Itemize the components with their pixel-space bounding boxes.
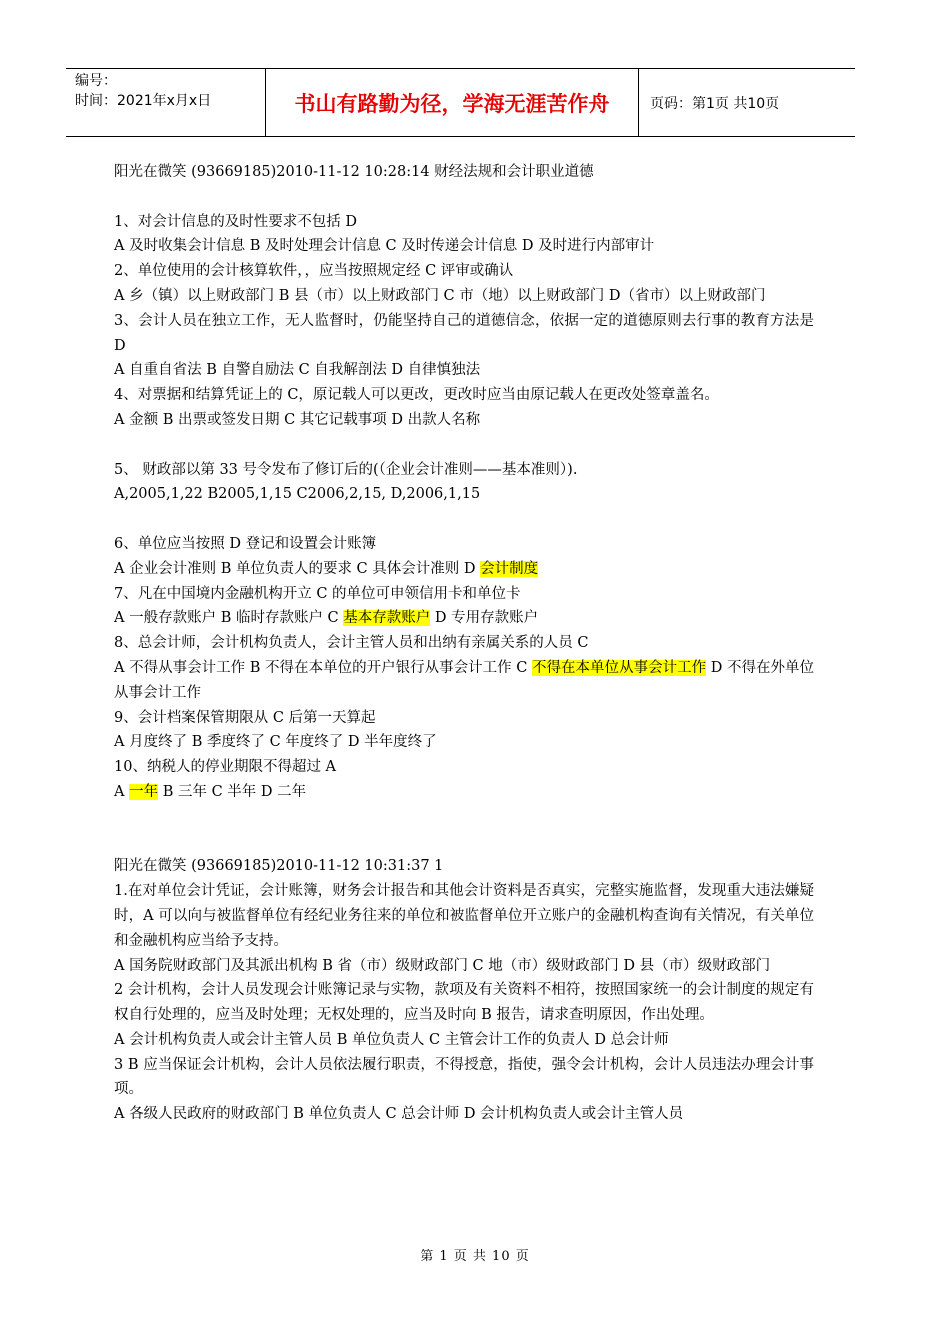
question-5: 5、 财政部以第 33 号令发布了修订后的(（企业会计准则——基本准则）). — [114, 461, 578, 478]
question-8-options: A 不得从事会计工作 B 不得在本单位的开户银行从事会计工作 C 不得在本单位从事会计工作 D 不得在外单位从事会计工作 — [114, 659, 815, 701]
s2-question-1-options: A 国务院财政部门及其派出机构 B 省（市）级财政部门 C 地（市）级财政部门 D 县（市）级财政部门 — [114, 957, 771, 974]
s2-question-2: 2 会计机构，会计人员发现会计账簿记录与实物，款项及有关资料不相符，按照国家统一的会计制度的规定有权自行处理的，应当及时处理；无权处理的，应当及时向 B 报告，请求查明原因，作出处理。 — [114, 982, 814, 1024]
s2-question-3-options: A 各级人民政府的财政部门 B 单位负责人 C 总会计师 D 会计机构负责人或会计主管人员 — [114, 1106, 684, 1123]
time-label: 时间：2021年x月x日 — [75, 93, 212, 109]
question-10-options: A 一年 B 三年 C 半年 D 二年 — [114, 783, 307, 800]
question-9: 9、会计档案保管期限从 C 后第一天算起 — [114, 709, 376, 726]
section1-header: 阳光在微笑 (93669185)2010-11-12 10:28:14 财经法规和会计职业道德 — [114, 164, 594, 180]
highlight-answer: 会计制度 — [480, 560, 539, 577]
question-2-options: A 乡（镇）以上财政部门 B 县（市）以上财政部门 C 市（地）以上财政部门 D（省市）以上财政部门 — [114, 287, 766, 304]
question-3-options: A 自重自省法 B 自警自励法 C 自我解剖法 D 自律慎独法 — [114, 362, 481, 379]
question-6-options: A 企业会计准则 B 单位负责人的要求 C 具体会计准则 D 会计制度 — [114, 560, 539, 577]
header-page-info: 页码：第1页 共10页 — [650, 95, 780, 112]
question-1-options: A 及时收集会计信息 B 及时处理会计信息 C 及时传递会计信息 D 及时进行内部审计 — [114, 238, 655, 255]
highlight-answer: 不得在本单位从事会计工作 — [532, 659, 707, 676]
s2-question-3: 3 B 应当保证会计机构，会计人员依法履行职责，不得授意，指使，强令会计机构，会计人员违法办理会计事项。 — [114, 1056, 814, 1098]
question-5-options: A,2005,1,22 B2005,1,15 C2006,2,15, D,2006,1,15 — [114, 486, 481, 503]
highlight-answer: 一年 — [129, 783, 159, 800]
question-4: 4、对票据和结算凭证上的 C，原记载人可以更改，更改时应当由原记载人在更改处签章盖名。 — [114, 387, 719, 404]
highlight-answer: 基本存款账户 — [343, 610, 431, 627]
question-9-options: A 月度终了 B 季度终了 C 年度终了 D 半年度终了 — [114, 734, 437, 751]
section2-header: 阳光在微笑 (93669185)2010-11-12 10:31:37 1 — [114, 858, 444, 875]
question-7: 7、凡在中国境内金融机构开立 C 的单位可申领信用卡和单位卡 — [114, 585, 521, 602]
question-8: 8、总会计师，会计机构负责人，会计主管人员和出纳有亲属关系的人员 C — [114, 635, 589, 652]
s2-question-1: 1.在对单位会计凭证，会计账簿，财务会计报告和其他会计资料是否真实，完整实施监督，发现重大违法嫌疑时，A 可以向与被监督单位有经纪业务往来的单位和被监督单位开立账户的金融机构查询有关情况，有关单位和金融机构应当给予支持。 — [114, 883, 814, 949]
question-2: 2、单位使用的会计核算软件，，应当按照规定经 C 评审或确认 — [114, 263, 514, 280]
header-motto: 书山有路勤为径，学海无涯苦作舟 — [266, 69, 639, 136]
question-7-options: A 一般存款账户 B 临时存款账户 C 基本存款账户 D 专用存款账户 — [114, 610, 539, 627]
question-4-options: A 金额 B 出票或签发日期 C 其它记载事项 D 出款人名称 — [114, 411, 481, 428]
page-footer: 第 1 页 共 10 页 — [420, 1249, 530, 1264]
document-body — [114, 160, 814, 1127]
question-1: 1、对会计信息的及时性要求不包括 D — [114, 213, 357, 230]
question-10: 10、纳税人的停业期限不得超过 A — [114, 759, 337, 776]
header-meta — [66, 69, 266, 136]
question-3: 3、会计人员在独立工作，无人监督时，仍能坚持自己的道德信念，依据一定的道德原则去行事的教育方法是 D — [114, 312, 814, 354]
page-header — [66, 68, 855, 137]
question-6: 6、单位应当按照 D 登记和设置会计账簿 — [114, 535, 377, 552]
number-label: 编号： — [75, 73, 117, 89]
s2-question-2-options: A 会计机构负责人或会计主管人员 B 单位负责人 C 主管会计工作的负责人 D 总会计师 — [114, 1031, 669, 1048]
